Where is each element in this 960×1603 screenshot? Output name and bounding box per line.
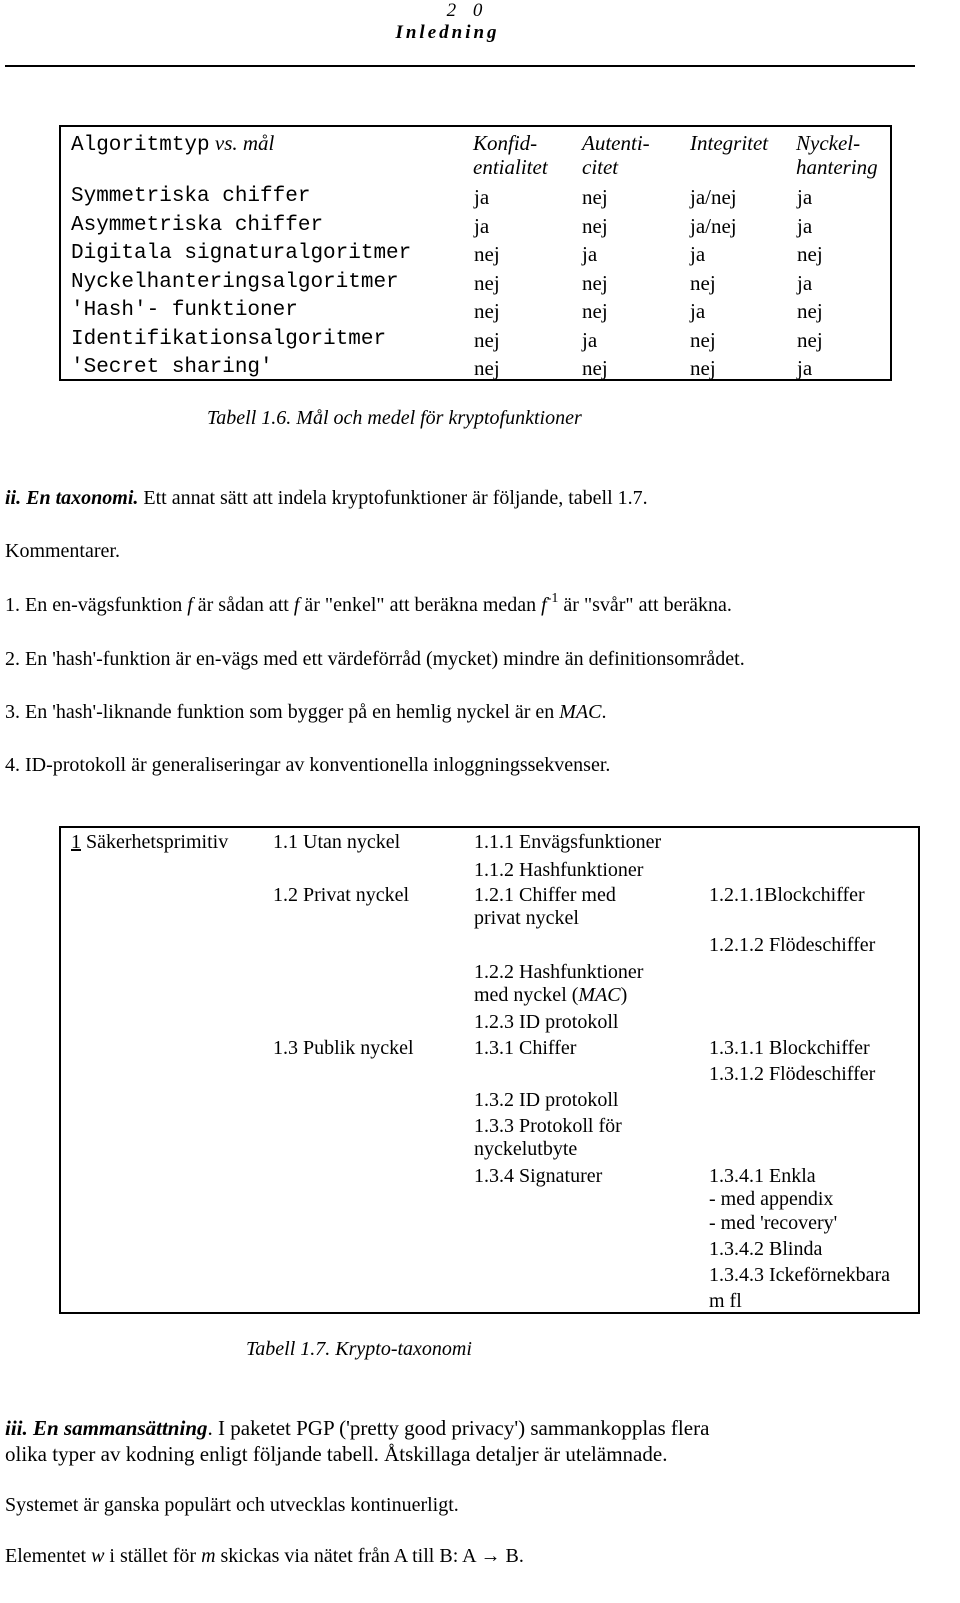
cell: nej (474, 328, 500, 352)
section-iii-line2: olika typer av kodning enligt följande tabell. Åtskillaga detaljer är utelämnade. (5, 1442, 668, 1466)
table-1-7-caption: Tabell 1.7. Krypto-taxonomi (246, 1338, 472, 1360)
taxonomy-level4: - med 'recovery' (709, 1212, 838, 1234)
row-name: Digitala signaturalgoritmer (71, 242, 412, 265)
taxonomy-level3: 1.2.1 Chiffer med privat nyckel (474, 884, 616, 929)
cell: ja (474, 185, 490, 209)
section-iii-line1: iii. En sammansättning. I paketet PGP ('pretty good privacy') sammankopplas flera (5, 1416, 710, 1440)
taxonomy-level4: - med appendix (709, 1188, 834, 1210)
cell: nej (474, 356, 500, 380)
section-ii-heading: ii. En taxonomi. (5, 487, 139, 509)
cell: nej (474, 242, 500, 266)
cell: ja (797, 185, 813, 209)
cell: nej (582, 356, 608, 380)
cell: nej (582, 185, 608, 209)
cell: nej (797, 299, 823, 323)
row-name: Asymmetriska chiffer (71, 214, 324, 237)
cell: ja (797, 214, 813, 238)
cell: ja (582, 328, 598, 352)
taxonomy-level4: 1.3.1.1 Blockchiffer (709, 1037, 870, 1059)
taxonomy-level3: 1.3.4 Signaturer (474, 1165, 603, 1187)
taxonomy-level4: 1.3.1.2 Flödeschiffer (709, 1063, 876, 1085)
comment-item-3: 3. En 'hash'-liknande funktion som bygger på en hemlig nyckel är en MAC. (5, 701, 607, 723)
cell: nej (474, 299, 500, 323)
table-1-6 (59, 125, 892, 381)
comments-title: Kommentarer. (5, 540, 120, 562)
cell: nej (582, 271, 608, 295)
cell: nej (582, 299, 608, 323)
page-number: 2 0 (446, 0, 489, 21)
comment-item-1: 1. En en-vägsfunktion f är sådan att f är "enkel" att beräkna medan $f^{-1}$ är "svår" att beräkna. (5, 591, 732, 616)
taxonomy-level2: 1.3 Publik nyckel (273, 1037, 414, 1059)
col-header-autenticitet: Autenti- citet (582, 131, 650, 179)
taxonomy-level4: 1.3.4.1 Enkla (709, 1165, 816, 1187)
taxonomy-level3: 1.2.3 ID protokoll (474, 1011, 619, 1033)
col-header-konfidentialitet: Konfid- entialitet (473, 131, 548, 179)
cell: nej (690, 356, 716, 380)
cell: nej (797, 328, 823, 352)
cell: ja (797, 356, 813, 380)
section-ii-paragraph: ii. En taxonomi. Ett annat sätt att indela kryptofunktioner är följande, tabell 1.7. (5, 487, 648, 509)
cell: ja (690, 299, 706, 323)
cell: ja/nej (690, 214, 737, 238)
taxonomy-level3: 1.3.1 Chiffer (474, 1037, 577, 1059)
row-name: 'Secret sharing' (71, 356, 273, 379)
taxonomy-level2: 1.2 Privat nyckel (273, 884, 410, 906)
table-1-6-caption: Tabell 1.6. Mål och medel för kryptofunktioner (207, 407, 582, 429)
taxonomy-level3: 1.2.2 Hashfunktioner med nyckel (MAC) (474, 961, 644, 1006)
comment-item-4: 4. ID-protokoll är generaliseringar av konventionella inloggningssekvenser. (5, 754, 611, 776)
taxonomy-level4: 1.2.1.2 Flödeschiffer (709, 934, 876, 956)
cell: ja (474, 214, 490, 238)
cell: nej (582, 214, 608, 238)
row-name: 'Hash'- funktioner (71, 299, 298, 322)
col-header-integritet: Integritet (690, 131, 769, 155)
arrow-icon: → (480, 1545, 501, 1567)
taxonomy-level4: 1.3.4.2 Blinda (709, 1238, 823, 1260)
taxonomy-level2: 1.1 Utan nyckel (273, 831, 401, 853)
taxonomy-level3: 1.3.2 ID protokoll (474, 1089, 619, 1111)
cell: ja/nej (690, 185, 737, 209)
cell: nej (690, 328, 716, 352)
header-rule (5, 65, 915, 67)
taxonomy-level3: 1.3.3 Protokoll för nyckelutbyte (474, 1115, 622, 1160)
row-name: Identifikationsalgoritmer (71, 328, 387, 351)
cell: ja (690, 242, 706, 266)
chapter-title: Inledning (395, 22, 500, 43)
cell: nej (474, 271, 500, 295)
cell: nej (690, 271, 716, 295)
row-name: Nyckelhanteringsalgoritmer (71, 271, 399, 294)
paragraph-element: Elementet w i stället för m skickas via nätet från A till B: A → B. (5, 1545, 524, 1567)
taxonomy-root: 1 Säkerhetsprimitiv (71, 831, 229, 853)
table-1-7 (59, 826, 920, 1314)
col-header-nyckelhantering: Nyckel- hantering (796, 131, 878, 179)
section-iii-heading: iii. En sammansättning (5, 1416, 208, 1440)
taxonomy-level4: m fl (709, 1290, 742, 1312)
taxonomy-level4: 1.2.1.1Blockchiffer (709, 884, 865, 906)
taxonomy-level3: 1.1.2 Hashfunktioner (474, 859, 644, 881)
taxonomy-level3: 1.1.1 Envägsfunktioner (474, 831, 662, 853)
cell: ja (582, 242, 598, 266)
cell: nej (797, 242, 823, 266)
comment-item-2: 2. En 'hash'-funktion är en-vägs med ett värdeförråd (mycket) mindre än definitionsområdet. (5, 648, 745, 670)
taxonomy-level4: 1.3.4.3 Ickeförnekbara (709, 1264, 891, 1286)
paragraph-system: Systemet är ganska populärt och utvecklas kontinuerligt. (5, 1494, 459, 1516)
table-1-6-corner-header: Algoritmtyp vs. mål (71, 131, 275, 157)
cell: ja (797, 271, 813, 295)
row-name: Symmetriska chiffer (71, 185, 311, 208)
